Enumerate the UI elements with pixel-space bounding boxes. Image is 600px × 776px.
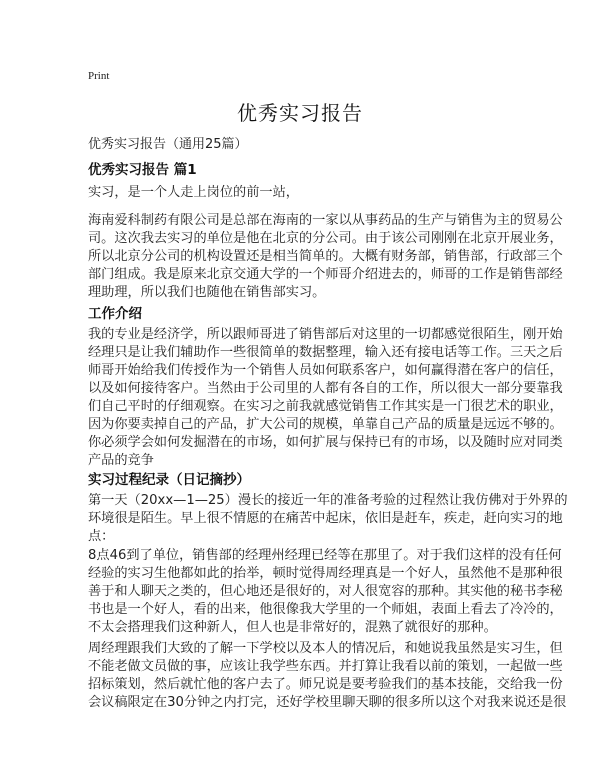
text-line: 8点46到了单位，销售部的经理州经理已经等在那里了。对于我们这样的没有任何: [88, 548, 562, 563]
text-line: 环境很是陌生。早上很不情愿的在痛苦中起床，依旧是赶车，疾走，赶向实习的地: [88, 511, 563, 526]
text-line: 书也是一个好人，看的出来，他很像我大学里的一个师姐，表面上看去了冷冷的，: [88, 602, 563, 617]
heading-diary: 实习过程纪录（日记摘抄）: [88, 472, 250, 488]
text-line: 所以北京分公司的机构设置还是相当简单的。大概有财务部，销售部，行政部三个: [88, 249, 563, 264]
paragraph-day1: [88, 492, 568, 546]
text-line: 因为你要卖掉自己的产品，扩大公司的规模，单靠自己产品的质量是远远不够的。: [88, 417, 563, 432]
text-line: 以及如何接待客户。当然由于公司里的人都有各自的工作，所以很大一部分要靠我: [88, 381, 563, 396]
text-line: 部门组成。我是原来北京交通大学的一个师哥介绍进去的，师哥的工作是销售部经: [88, 267, 563, 282]
text-line: 你必须学会如何发掘潜在的市场，如何扩展与保持已有的市场，以及随时应对同类: [88, 435, 563, 450]
text-line: 第一天（20xx—1—25）漫长的接近一年的准备考验的过程然让我仿佛对于外界的: [88, 493, 568, 508]
text-line: 产品的竞争: [88, 453, 154, 468]
text-line: 不能老做文员做的事，应该让我学些东西。并打算让我看以前的策划，一起做一些: [88, 659, 563, 674]
paragraph-company: [88, 212, 563, 302]
text-line: 司。这次我去实习的单位是他在北京的分公司。由于该公司刚刚在北京开展业务，: [88, 231, 563, 246]
paragraph-arrival: [88, 547, 563, 637]
text-line: 理助理，所以我们也随他在销售部实习。: [88, 285, 326, 300]
paragraph-work: [88, 326, 563, 470]
text-line: 海南爱科制药有限公司是总部在海南的一家以从事药品的生产与销售为主的贸易公: [88, 213, 563, 228]
paragraph-manager: [88, 640, 567, 712]
text-line: 善于和人聊天之类的，但心地还是很好的，对人很宽容的那种。其实他的秘书李秘: [88, 584, 563, 599]
document-title: 优秀实习报告: [237, 101, 363, 125]
text-line: 会议稿限定在30分钟之内打完，还好学校里聊天聊的很多所以这个对我来说还是很: [88, 695, 567, 710]
text-line: 我的专业是经济学，所以跟师哥进了销售部后对这里的一切都感觉很陌生，刚开始: [88, 327, 563, 342]
text-line: 不太会搭理我们这种新人，但人也是非常好的，混熟了就很好的那种。: [88, 620, 497, 635]
text-line: 经理只是让我们辅助作一些很简单的数据整理，输入还有接电话等工作。三天之后: [88, 345, 563, 360]
section-heading: 优秀实习报告 篇1: [88, 162, 197, 178]
document-subtitle: 优秀实习报告（通用25篇）: [88, 137, 248, 152]
text-line: 点：: [88, 529, 115, 544]
text-line: 们自己平时的仔细观察。在实习之前我就感觉销售工作其实是一门很艺术的职业，: [88, 399, 563, 414]
text-line: 招标策划，然后就忙他的客户去了。师兄说是要考验我们的基本技能，交给我一份: [88, 677, 563, 692]
print-label[interactable]: Print: [88, 70, 110, 82]
heading-work-intro: 工作介绍: [88, 306, 142, 322]
paragraph-intro: [88, 184, 528, 202]
text-line: 师哥开始给我们传授作为一个销售人员如何联系客户，如何赢得潜在客户的信任，: [88, 363, 563, 378]
text-line: 经验的实习生他都如此的抬举，顿时觉得周经理真是一个好人，虽然他不是那种很: [88, 566, 563, 581]
text-line: 实习，是一个人走上岗位的前一站，: [88, 185, 299, 200]
text-line: 周经理跟我们大致的了解一下学校以及本人的情况后，和她说我虽然是实习生，但: [88, 641, 563, 656]
